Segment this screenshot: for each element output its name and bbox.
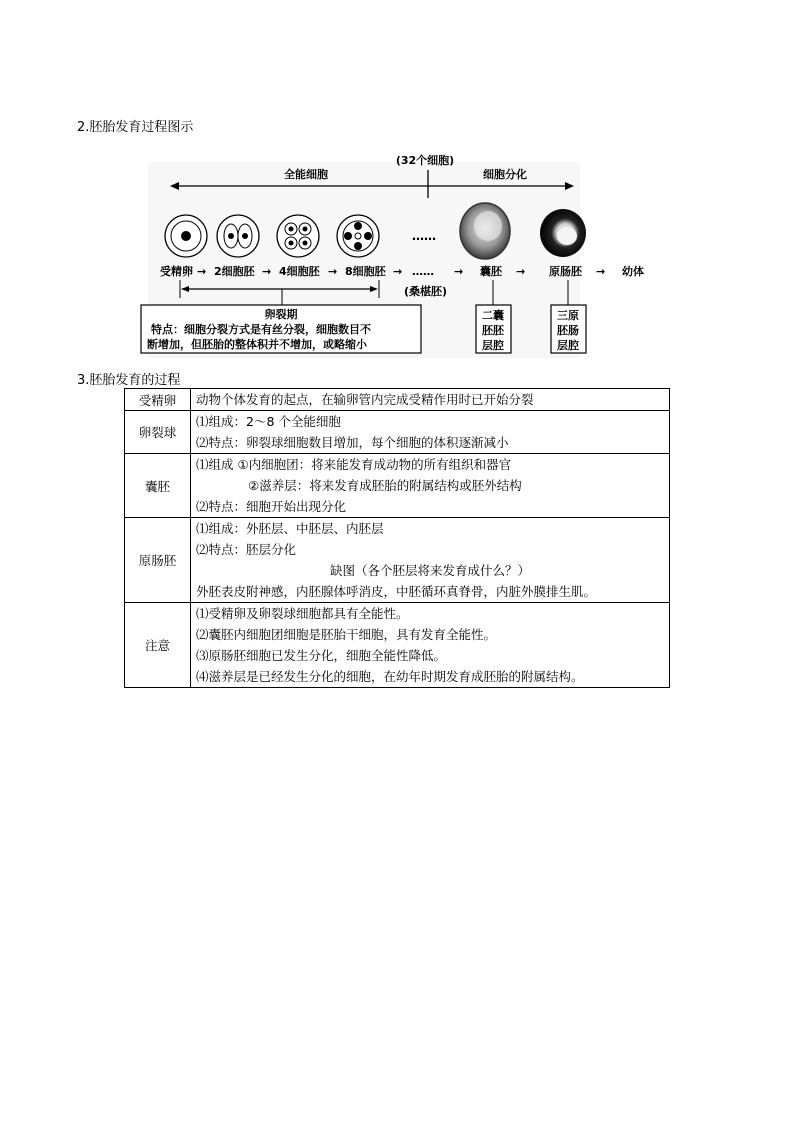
dots-top: …… bbox=[412, 229, 436, 243]
table-row bbox=[125, 518, 670, 603]
gastrula-drawing bbox=[540, 209, 586, 257]
two-cell-drawing bbox=[217, 215, 259, 257]
table-row bbox=[125, 389, 670, 411]
content-line: ⑷滋养层是已经发生分化的细胞，在幼年时期发育成胚胎的附属结构。 bbox=[196, 669, 584, 684]
cleavage-box-line2: 断增加，但胚胎的整体积并不增加，或略缩小 bbox=[147, 338, 367, 351]
stage-gastrula-label: 原肠胚 bbox=[549, 265, 582, 278]
table-row bbox=[125, 603, 670, 688]
content-line: 外胚表皮附神感，内胚腺体呼消皮，中胚循环真脊骨，内脏外膜排生肌。 bbox=[196, 584, 597, 599]
content-line: 动物个体发育的起点，在输卵管内完成受精作用时已开始分裂 bbox=[196, 392, 534, 407]
stage-dots-label: …… bbox=[412, 265, 434, 278]
row-content-blastocyst bbox=[191, 454, 670, 518]
cleavage-box-line1: 特点：细胞分裂方式是有丝分裂，细胞数目不 bbox=[151, 323, 371, 336]
table-row bbox=[125, 454, 670, 518]
row-label-cleavage: 卵裂球 bbox=[125, 411, 191, 454]
embryo-development-diagram bbox=[0, 0, 794, 370]
blastocyst-box-line3: 层腔 bbox=[482, 339, 504, 352]
eight-cell-drawing bbox=[337, 215, 379, 257]
stage-zygote-label: 受精卵 bbox=[160, 265, 193, 278]
stage-four-cell-label: 4细胞胚 bbox=[279, 265, 320, 278]
span-label-differentiation: 细胞分化 bbox=[483, 168, 527, 181]
section-2-title: 2.胚胎发育过程图示 bbox=[77, 120, 194, 135]
content-line: ⑴受精卵及卵裂球细胞都具有全能性。 bbox=[196, 606, 409, 621]
row-label-gastrula: 原肠胚 bbox=[125, 518, 191, 603]
span-label-totipotent: 全能细胞 bbox=[284, 168, 328, 181]
content-line: ⑶原肠胚细胞已发生分化，细胞全能性降低。 bbox=[196, 648, 447, 663]
table-row bbox=[125, 411, 670, 454]
blastocyst-box-line2: 胚胚 bbox=[482, 324, 504, 337]
arrow-4: → bbox=[393, 265, 403, 278]
content-line: ⑵特点：细胞开始出现分化 bbox=[196, 499, 347, 514]
content-line: ⑴组成：外胚层、中胚层、内胚层 bbox=[196, 521, 384, 536]
gastrula-box-line1: 三原 bbox=[557, 309, 579, 322]
row-label-blastocyst: 囊胚 bbox=[125, 454, 191, 518]
row-label-notes: 注意 bbox=[125, 603, 191, 688]
blastocyst-box-line1: 二囊 bbox=[482, 309, 504, 322]
content-line: 缺图（各个胚层将来发育成什么？） bbox=[329, 563, 530, 578]
cleavage-box-title: 卵裂期 bbox=[264, 308, 298, 321]
row-content-cleavage bbox=[191, 411, 670, 454]
arrow-5: → bbox=[454, 265, 464, 278]
stage-two-cell-label: 2细胞胚 bbox=[214, 265, 255, 278]
content-line: ⑴组成 ①内细胞团：将来能发育成动物的所有组织和器官 bbox=[196, 457, 512, 472]
top-label-32-cells: (32个细胞) bbox=[395, 154, 455, 167]
row-content-notes bbox=[191, 603, 670, 688]
gastrula-box-line3: 层腔 bbox=[557, 339, 579, 352]
arrow-1: → bbox=[197, 265, 207, 278]
content-line: ②滋养层：将来发育成胚胎的附属结构或胚外结构 bbox=[248, 478, 522, 493]
embryo-development-table bbox=[124, 388, 670, 688]
content-line: ⑵特点：胚层分化 bbox=[196, 542, 297, 557]
arrow-2: → bbox=[262, 265, 272, 278]
zygote-drawing bbox=[165, 215, 207, 257]
row-content-gastrula bbox=[191, 518, 670, 603]
arrow-3: → bbox=[328, 265, 338, 278]
content-line: ⑴组成：2～8 个全能细胞 bbox=[196, 414, 341, 429]
row-label-zygote: 受精卵 bbox=[125, 389, 191, 411]
content-line: ⑵特点：卵裂球细胞数目增加，每个细胞的体积逐渐减小 bbox=[196, 435, 509, 450]
arrow-6: → bbox=[516, 265, 526, 278]
stage-larva-label: 幼体 bbox=[622, 265, 644, 278]
row-content-zygote bbox=[191, 389, 670, 411]
blastocyst-drawing bbox=[460, 203, 510, 259]
gastrula-box-line2: 胚肠 bbox=[557, 324, 579, 337]
stage-eight-cell-label: 8细胞胚 bbox=[345, 265, 386, 278]
stage-label-row bbox=[160, 264, 644, 278]
arrow-7: → bbox=[596, 265, 606, 278]
four-cell-drawing bbox=[277, 215, 319, 257]
morula-label: (桑椹胚) bbox=[404, 285, 448, 298]
content-line: ⑵囊胚内细胞团细胞是胚胎干细胞，具有发育全能性。 bbox=[196, 627, 497, 642]
section-3-title: 3.胚胎发育的过程 bbox=[77, 373, 181, 388]
stage-blastocyst-label: 囊胚 bbox=[480, 265, 502, 278]
